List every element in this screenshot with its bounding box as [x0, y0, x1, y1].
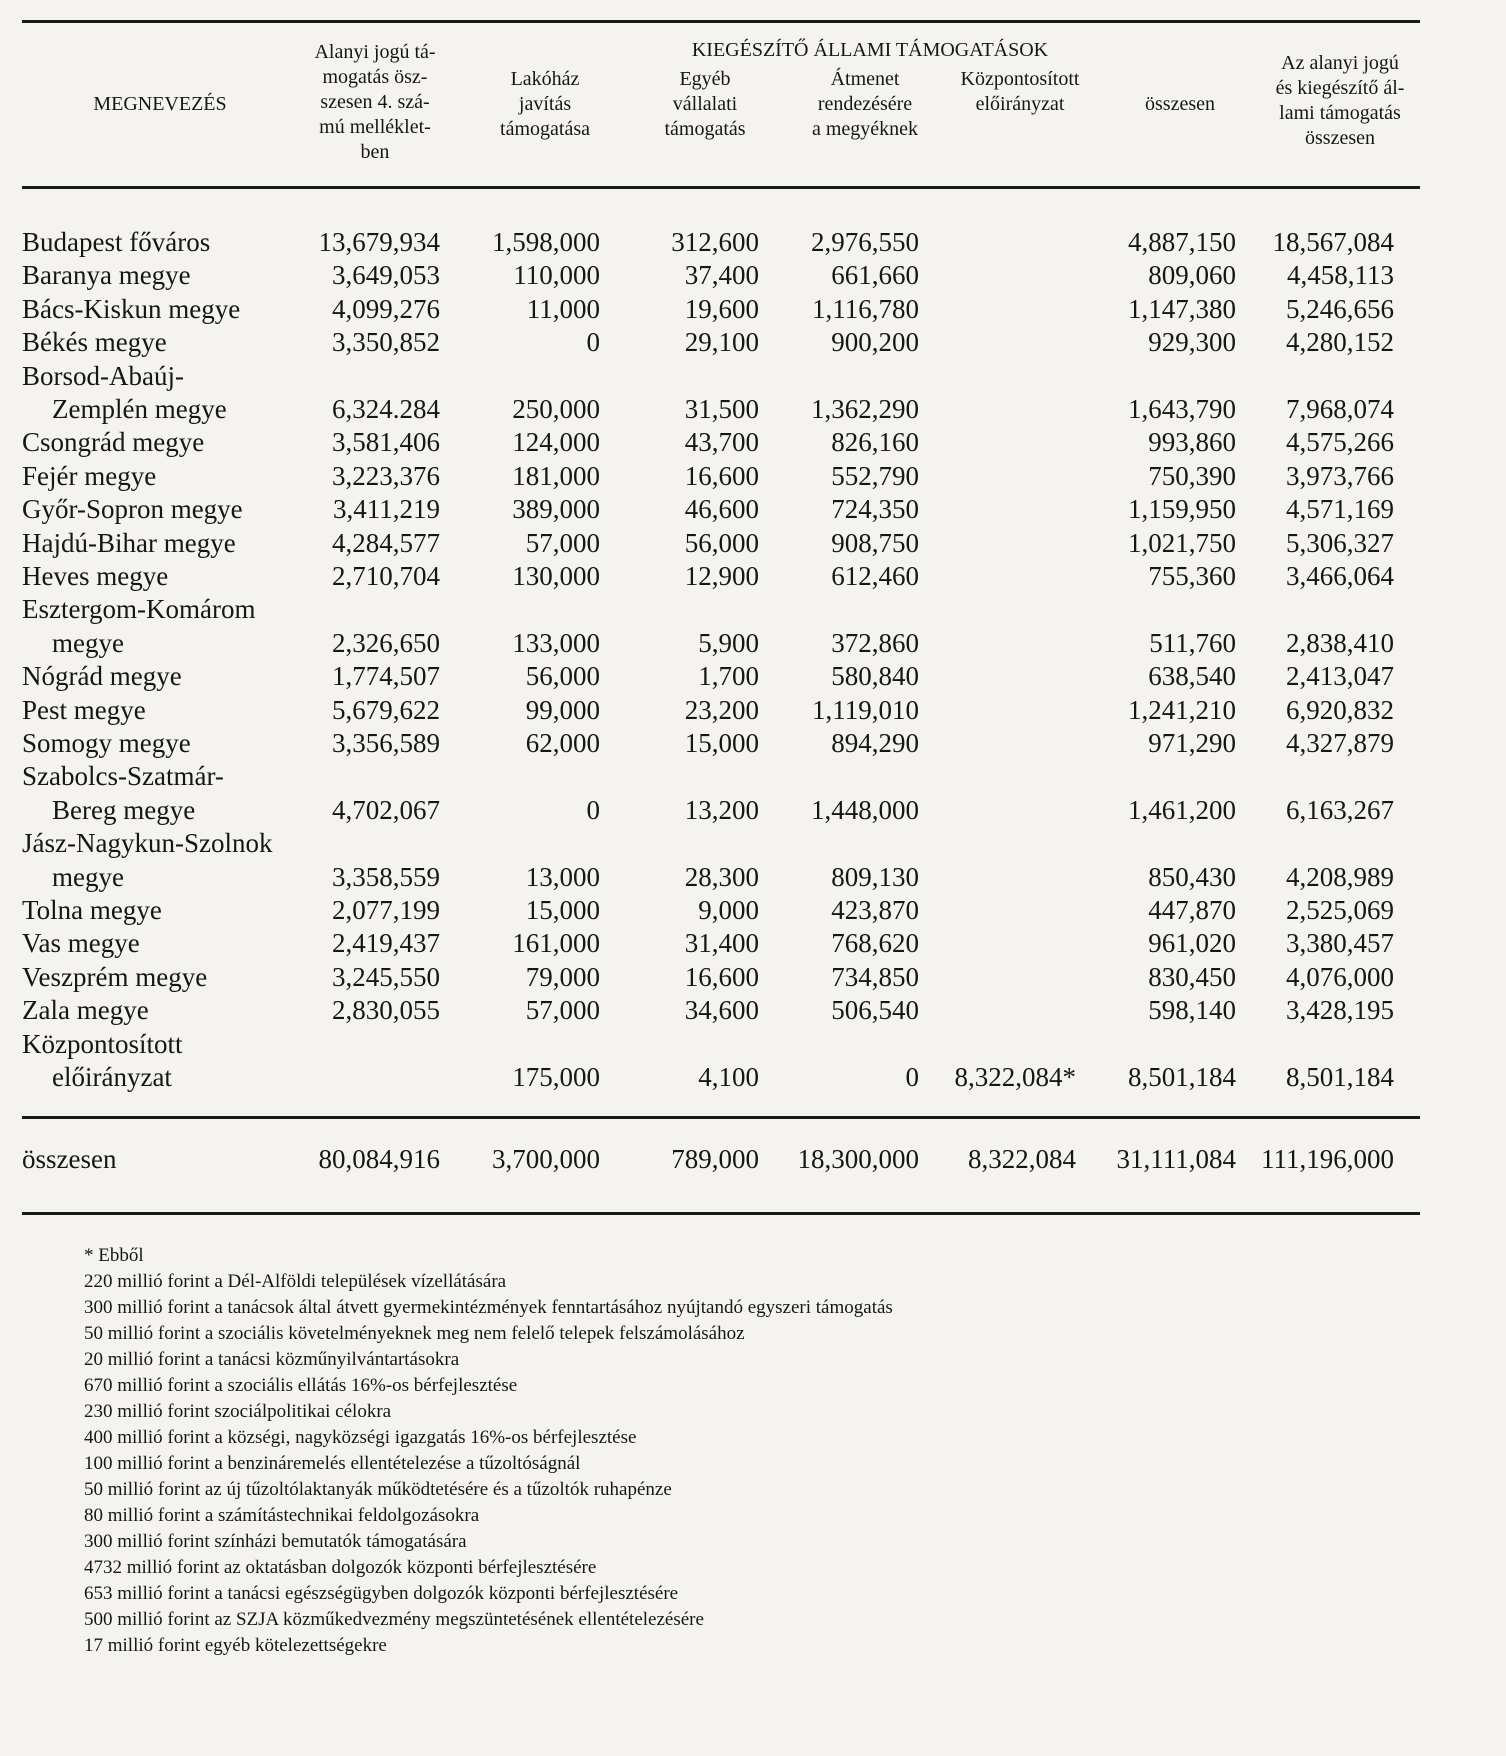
cell-value: 133,000 [512, 627, 600, 658]
cell-value: 15,000 [684, 728, 759, 758]
cell-value: 19,600 [684, 293, 759, 324]
cell-value: 16,600 [684, 961, 759, 992]
table-row [0, 560, 1506, 593]
cell-value: 929,300 [1148, 327, 1236, 358]
table-row [0, 360, 1506, 393]
footnote-line: 4732 millió forint az oktatásban dolgozók központi bérfejlesztésére [84, 1557, 597, 1578]
row-label: Tolna megye [22, 895, 162, 925]
table-row [0, 961, 1506, 994]
cell-value: 3,411,219 [333, 494, 440, 525]
cell-value: 29,100 [684, 327, 759, 358]
col6-header: összesen [1145, 93, 1215, 115]
cell-value: 2,976,550 [811, 227, 919, 257]
table-row [0, 727, 1506, 760]
row-label: Csongrád megye [22, 427, 205, 458]
cell-value: 6,324.284 [332, 394, 440, 424]
cell-value: 5,900 [698, 627, 759, 658]
cell-value: 8,501,184 [1286, 1062, 1394, 1092]
row-label: Győr-Sopron megye [22, 494, 243, 525]
total-value: 31,111,084 [1116, 1144, 1236, 1174]
cell-value: 15,000 [525, 895, 600, 925]
footnote-line: 20 millió forint a tanácsi közműnyilvántartásokra [84, 1349, 460, 1370]
cell-value: 57,000 [525, 527, 600, 558]
row-label: Baranya megye [22, 260, 191, 291]
table-row [0, 827, 1506, 860]
cell-value: 2,830,055 [332, 995, 440, 1026]
col1-header: Alanyi jogú tá- mogatás ösz- szesen 4. szá- mú melléklet- ben [314, 41, 436, 163]
cell-value: 5,246,656 [1286, 293, 1394, 324]
footnote-line: 653 millió forint a tanácsi egészségügyben dolgozók központi bérfejlesztésére [84, 1583, 679, 1604]
cell-value: 1,159,950 [1128, 494, 1236, 525]
total-row [0, 1143, 1506, 1176]
table-row [0, 326, 1506, 359]
cell-value: 2,326,650 [332, 627, 440, 658]
row-label: Hajdú-Bihar megye [22, 527, 236, 558]
table-row [0, 460, 1506, 493]
row-label: Budapest főváros [22, 227, 211, 257]
cell-value: 0 [586, 327, 600, 358]
footnote-line: 300 millió forint színházi bemutatók támogatására [84, 1531, 467, 1552]
row-label: Veszprém megye [22, 961, 208, 992]
cell-value: 4,458,113 [1287, 260, 1394, 291]
cell-value: 28,300 [684, 861, 759, 892]
cell-value: 62,000 [525, 728, 600, 758]
footnote-line: 220 millió forint a Dél-Alföldi települések vízellátására [84, 1271, 507, 1292]
cell-value: 8,322,084* [954, 1062, 1076, 1092]
cell-value: 312,600 [671, 227, 759, 257]
cell-value: 750,390 [1148, 460, 1236, 491]
cell-value: 809,130 [831, 861, 919, 892]
cell-value: 23,200 [684, 694, 759, 725]
row-label: Zala megye [22, 995, 149, 1026]
cell-value: 389,000 [512, 494, 600, 525]
cell-value: 57,000 [525, 995, 600, 1026]
cell-value: 894,290 [831, 728, 919, 758]
col-name-header: MEGNEVEZÉS [93, 93, 227, 115]
row-label: előirányzat [52, 1062, 172, 1092]
cell-value: 1,774,507 [332, 661, 440, 692]
cell-value: 250,000 [512, 394, 600, 424]
total-value: 80,084,916 [318, 1144, 440, 1174]
cell-value: 755,360 [1148, 561, 1236, 591]
cell-value: 850,430 [1148, 861, 1236, 892]
cell-value: 56,000 [525, 661, 600, 692]
cell-value: 3,356,589 [332, 728, 440, 758]
table-row [0, 1061, 1506, 1094]
cell-value: 9,000 [698, 895, 759, 925]
cell-value: 598,140 [1148, 995, 1236, 1026]
cell-value: 826,160 [831, 427, 919, 458]
row-label: Vas megye [22, 928, 140, 959]
cell-value: 1,241,210 [1128, 694, 1236, 725]
row-label: Szabolcs-Szatmár- [22, 761, 224, 792]
footnote-line: 400 millió forint a községi, nagyközségi igazgatás 16%-os bérfejlesztése [84, 1427, 637, 1448]
row-label: Zemplén megye [52, 394, 227, 424]
group-header-title: KIEGÉSZÍTŐ ÁLLAMI TÁMOGATÁSOK [691, 39, 1049, 61]
cell-value: 2,525,069 [1286, 895, 1394, 925]
cell-value: 900,200 [831, 327, 919, 358]
footnotes [84, 1243, 893, 1659]
cell-value: 4,284,577 [332, 527, 440, 558]
cell-value: 6,920,832 [1286, 694, 1394, 725]
cell-value: 56,000 [684, 527, 759, 558]
cell-value: 7,968,074 [1286, 394, 1394, 424]
cell-value: 175,000 [512, 1062, 600, 1092]
cell-value: 961,020 [1148, 928, 1236, 959]
cell-value: 161,000 [512, 928, 600, 959]
cell-value: 1,021,750 [1128, 527, 1236, 558]
row-label: Fejér megye [22, 460, 157, 491]
cell-value: 447,870 [1148, 895, 1236, 925]
row-label: Nógrád megye [22, 661, 182, 692]
footnote-intro: * Ebből [84, 1245, 144, 1266]
cell-value: 1,643,790 [1128, 394, 1236, 424]
cell-value: 31,400 [684, 928, 759, 959]
cell-value: 4,702,067 [332, 794, 440, 825]
col4-header: Átmenet rendezésére a megyéknek [811, 68, 919, 140]
cell-value: 46,600 [684, 494, 759, 525]
cell-value: 2,077,199 [332, 895, 440, 925]
cell-value: 4,100 [698, 1062, 759, 1092]
row-label: megye [52, 861, 124, 892]
table-row [0, 627, 1506, 660]
cell-value: 3,581,406 [332, 427, 440, 458]
cell-value: 3,466,064 [1286, 561, 1394, 591]
cell-value: 4,327,879 [1286, 728, 1394, 758]
footnote-line: 80 millió forint a számítástechnikai feldolgozásokra [84, 1505, 480, 1526]
cell-value: 13,200 [684, 794, 759, 825]
table-row [0, 794, 1506, 827]
cell-value: 4,575,266 [1286, 427, 1394, 458]
row-label: Jász-Nagykun-Szolnok [22, 828, 273, 859]
row-label: Bereg megye [52, 794, 196, 825]
cell-value: 3,380,457 [1286, 928, 1394, 959]
cell-value: 4,076,000 [1286, 961, 1394, 992]
table-row [0, 393, 1506, 426]
cell-value: 11,000 [526, 293, 600, 324]
cell-value: 506,540 [831, 995, 919, 1026]
cell-value: 181,000 [512, 460, 600, 491]
cell-value: 130,000 [512, 561, 600, 591]
table-row [0, 593, 1506, 626]
cell-value: 830,450 [1148, 961, 1236, 992]
body-end-rule [22, 1116, 1420, 1119]
total-value: 3,700,000 [492, 1144, 600, 1174]
row-label: Borsod-Abaúj- [22, 360, 184, 391]
table-row [0, 226, 1506, 259]
cell-value: 4,280,152 [1286, 327, 1394, 358]
header-rule [22, 186, 1420, 189]
cell-value: 993,860 [1148, 427, 1236, 458]
table-row [0, 660, 1506, 693]
cell-value: 13,000 [525, 861, 600, 892]
cell-value: 12,900 [684, 561, 759, 591]
cell-value: 5,306,327 [1286, 527, 1394, 558]
cell-value: 5,679,622 [332, 694, 440, 725]
cell-value: 734,850 [831, 961, 919, 992]
cell-value: 768,620 [831, 928, 919, 959]
footnote-line: 300 millió forint a tanácsok által átvett gyermekintézmények fenntartásához nyújtandó egyszeri támogatás [84, 1297, 893, 1318]
cell-value: 124,000 [512, 427, 600, 458]
cell-value: 1,461,200 [1128, 794, 1236, 825]
footnote-line: 50 millió forint a szociális követelményeknek meg nem felelő telepek felszámolásához [84, 1323, 745, 1344]
table-row [0, 493, 1506, 526]
cell-value: 580,840 [831, 661, 919, 692]
cell-value: 638,540 [1148, 661, 1236, 692]
total-value: 18,300,000 [797, 1144, 919, 1174]
group-header [640, 38, 1100, 63]
cell-value: 2,710,704 [332, 561, 440, 591]
table-row [0, 861, 1506, 894]
top-rule [22, 20, 1420, 23]
cell-value: 37,400 [684, 260, 759, 291]
table-row [0, 760, 1506, 793]
row-label: megye [52, 627, 124, 658]
cell-value: 8,501,184 [1128, 1062, 1236, 1092]
cell-value: 2,838,410 [1286, 627, 1394, 658]
total-value: 8,322,084 [968, 1144, 1076, 1174]
footnote-line: 17 millió forint egyéb kötelezettségekre [84, 1635, 387, 1656]
cell-value: 1,116,780 [812, 293, 919, 324]
table-row [0, 527, 1506, 560]
cell-value: 3,973,766 [1286, 460, 1394, 491]
row-label: Esztergom-Komárom [22, 594, 256, 625]
cell-value: 661,660 [831, 260, 919, 291]
col3-header: Egyéb vállalati támogatás [664, 68, 746, 140]
table-row [0, 1028, 1506, 1061]
table-row [0, 293, 1506, 326]
cell-value: 552,790 [831, 460, 919, 491]
cell-value: 3,350,852 [332, 327, 440, 358]
cell-value: 1,700 [698, 661, 759, 692]
table-row [0, 259, 1506, 292]
cell-value: 13,679,934 [318, 227, 440, 257]
cell-value: 16,600 [684, 460, 759, 491]
row-label: Pest megye [22, 694, 146, 725]
cell-value: 1,362,290 [811, 394, 919, 424]
cell-value: 31,500 [684, 394, 759, 424]
cell-value: 908,750 [831, 527, 919, 558]
footnote-line: 100 millió forint a benzináremelés ellentételezése a tűzoltóságnál [84, 1453, 581, 1474]
row-label: Bács-Kiskun megye [22, 293, 241, 324]
cell-value: 3,358,559 [332, 861, 440, 892]
row-label: Központosított [22, 1028, 183, 1059]
table-row [0, 927, 1506, 960]
cell-value: 34,600 [684, 995, 759, 1026]
cell-value: 4,571,169 [1286, 494, 1394, 525]
cell-value: 1,598,000 [492, 227, 600, 257]
table-row [0, 894, 1506, 927]
cell-value: 2,419,437 [332, 928, 440, 959]
cell-value: 4,099,276 [332, 293, 440, 324]
cell-value: 809,060 [1148, 260, 1236, 291]
cell-value: 1,147,380 [1128, 293, 1236, 324]
cell-value: 612,460 [831, 561, 919, 591]
table-row [0, 426, 1506, 459]
col5-header: Központosított előirányzat [960, 68, 1080, 115]
cell-value: 43,700 [684, 427, 759, 458]
cell-value: 3,245,550 [332, 961, 440, 992]
cell-value: 3,428,195 [1286, 995, 1394, 1026]
footnote-line: 670 millió forint a szociális ellátás 16%-os bérfejlesztése [84, 1375, 518, 1396]
footnote-line: 230 millió forint szociálpolitikai célokra [84, 1401, 392, 1422]
cell-value: 3,649,053 [332, 260, 440, 291]
cell-value: 511,760 [1149, 627, 1236, 658]
bottom-rule [22, 1212, 1420, 1215]
cell-value: 372,860 [831, 627, 919, 658]
cell-value: 423,870 [831, 895, 919, 925]
cell-value: 0 [586, 794, 600, 825]
col2-header: Lakóház javítás támogatása [500, 68, 590, 140]
cell-value: 0 [905, 1062, 919, 1092]
cell-value: 2,413,047 [1286, 661, 1394, 692]
cell-value: 4,208,989 [1286, 861, 1394, 892]
footnote-line: 50 millió forint az új tűzoltólaktanyák működtetésére és a tűzoltók ruhapénze [84, 1479, 672, 1500]
cell-value: 79,000 [525, 961, 600, 992]
footnote-line: 500 millió forint az SZJA közműkedvezmény megszüntetésének ellentételezésére [84, 1609, 704, 1630]
cell-value: 971,290 [1148, 728, 1236, 758]
row-label: Somogy megye [22, 728, 191, 758]
cell-value: 724,350 [831, 494, 919, 525]
cell-value: 1,119,010 [812, 694, 919, 725]
cell-value: 6,163,267 [1286, 794, 1394, 825]
total-value: 111,196,000 [1261, 1144, 1394, 1174]
cell-value: 1,448,000 [811, 794, 919, 825]
cell-value: 4,887,150 [1128, 227, 1236, 257]
cell-value: 3,223,376 [332, 460, 440, 491]
row-label: Heves megye [22, 561, 169, 591]
table-row [0, 994, 1506, 1027]
row-label: Békés megye [22, 327, 167, 358]
cell-value: 110,000 [513, 260, 600, 291]
total-value: 789,000 [671, 1144, 759, 1174]
total-label: összesen [22, 1144, 117, 1174]
cell-value: 99,000 [525, 694, 600, 725]
table-row [0, 694, 1506, 727]
cell-value: 18,567,084 [1272, 227, 1394, 257]
col7-header: Az alanyi jogú és kiegészítő ál- lami támogatás összesen [1275, 52, 1405, 149]
